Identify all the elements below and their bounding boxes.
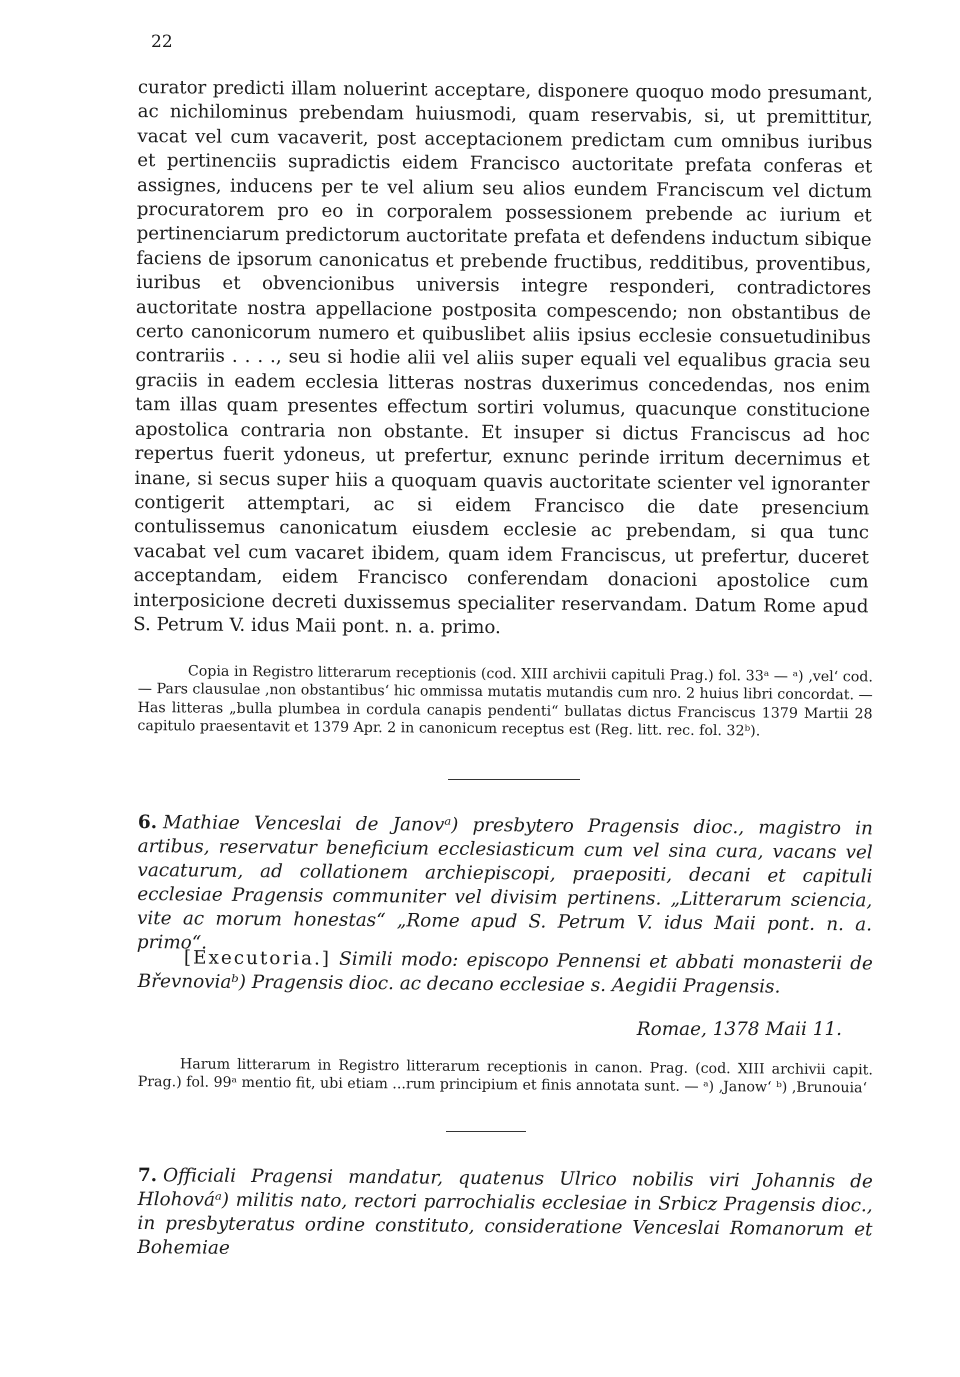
entry-6-number: 6. [137, 811, 158, 834]
entry-7 [137, 1164, 873, 1266]
entry-7-number: 7. [137, 1165, 158, 1187]
footnote-2: Harum litterarum in Registro litterarum receptionis in canon. Prag. (cod. XIII archivii capit. Prag.) fol. 99ᵃ mentio fit, ubi etiam ...rum principium et finis annotata sunt. — ᵃ) ‚Janow‘ ᵇ) ‚Brunouia‘ [137, 1056, 873, 1097]
page-number: 22 [151, 32, 173, 52]
footnote-1: Copia in Registro litterarum receptionis (cod. XIII archivii capituli Prag.) fol. 33ᵃ — ᵃ) ‚vel‘ cod. — Pars clausulae ‚non obstantibus‘ hic ommissa mutatis mutandis cum nro. 2 huius libri concordat. — Has litteras „bulla plumbea in cordula canapis pendenti“ bullatas dictus Franciscus 1379 Martii 28 capitulo praesentavit et 1379 Apr. 2 in canonicum receptus est (Reg. litt. rec. fol. 32ᵇ). [137, 663, 873, 740]
body-text: curator predicti illam noluerint acceptare, disponere quoquo modo presumant, ac nichilominus prebendam huiusmodi, quam reservabis, si, ut premittitur, vacat vel cum vacaverit, post acceptacionem predictam cum omnibus iuribus et pertinenciis supradictis eidem Francisco auctoritate prefata conferas et assignes, inducens per te vel alium seu alios eundem Franciscum vel dictum procuratorem pro eo in corporalem possessionem prebende ac iurium et pertinenciarum predictorum auctoritate prefata et defendens inductum sibique faciens de ipsorum canonicatus et prebende fructibus, redditibus, proventibus, iuribus et obvencionibus universis integre responderi, contradictores auctoritate nostra appellacione postposita compescendo; non obstantibus de certo canonicorum numero et quibuslibet aliis ipsius ecclesie consuetudinibus contrariis . . . ., seu si hodie alii vel aliis super equali vel equalibus gracia seu graciis in eadem ecclesia litteras nostras duxerimus concedendas, nos enim tam illas quam presentes effectum sortiri volumus, quacunque constitucione apostolica contraria non obstante. Et insuper si dictus Franciscus ad hoc repertus fuerit ydoneus, ut prefertur, exnunc perinde irritum decernimus et inane, si secus super hiis a quoquam quavis auctoritate scienter vel ignoranter contigerit attemptari, ac si eidem Francisco die date presencium contulissemus canonicatum eiusdem ecclesie ac prebendam, si qua tunc vacabat vel cum vacaret ibidem, quam idem Franciscus, ut prefertur, duceret acceptandam, eidem Francisco conferendam donacioni apostolice cum interposicione decreti duxissemus specialiter reservandam. Datum Rome apud S. Petrum V. idus Maii pont. n. a. primo. [133, 76, 873, 639]
section-divider-2 [446, 1131, 526, 1132]
entry-6-text: Mathiae Venceslai de Janovᵃ) presbytero Pragensis dioc., magistro in artibus, reservatur beneficium ecclesiasticum cum vel sina cura, vacans vel vacaturum, ad collationem archiepiscopi, praepositi, decani et capituli ecclesiae Pragensis communiter vel divisim pertinens. „Litterarum sciencia, vite ac morum honestas“ „Rome apud S. Petrum V. idus Maii pont. n. a. primo“. [136, 812, 873, 954]
executoria-text: Simili modo: episcopo Pennensi et abbati monasterii de Břevnoviaᵇ) Pragensis dioc. ac decano ecclesiae s. Aegidii Pragensis. [137, 948, 873, 998]
section-divider-1 [448, 779, 580, 780]
executoria [138, 946, 873, 1000]
place-date: Romae, 1378 Maii 11. [636, 1019, 842, 1040]
entry-6 [137, 811, 873, 961]
executoria-label: [Executoria.] [183, 947, 332, 970]
entry-7-text: Officiali Pragensi mandatur, quatenus Ulrico nobilis viri Johannis de Hlohováᵃ) militis nato, rectori parrochialis ecclesiae in Srbicz Pragensis dioc., in presbyteratus ordine constituto, consideratione Venceslai Romanorum et Bohemiae [137, 1165, 873, 1259]
